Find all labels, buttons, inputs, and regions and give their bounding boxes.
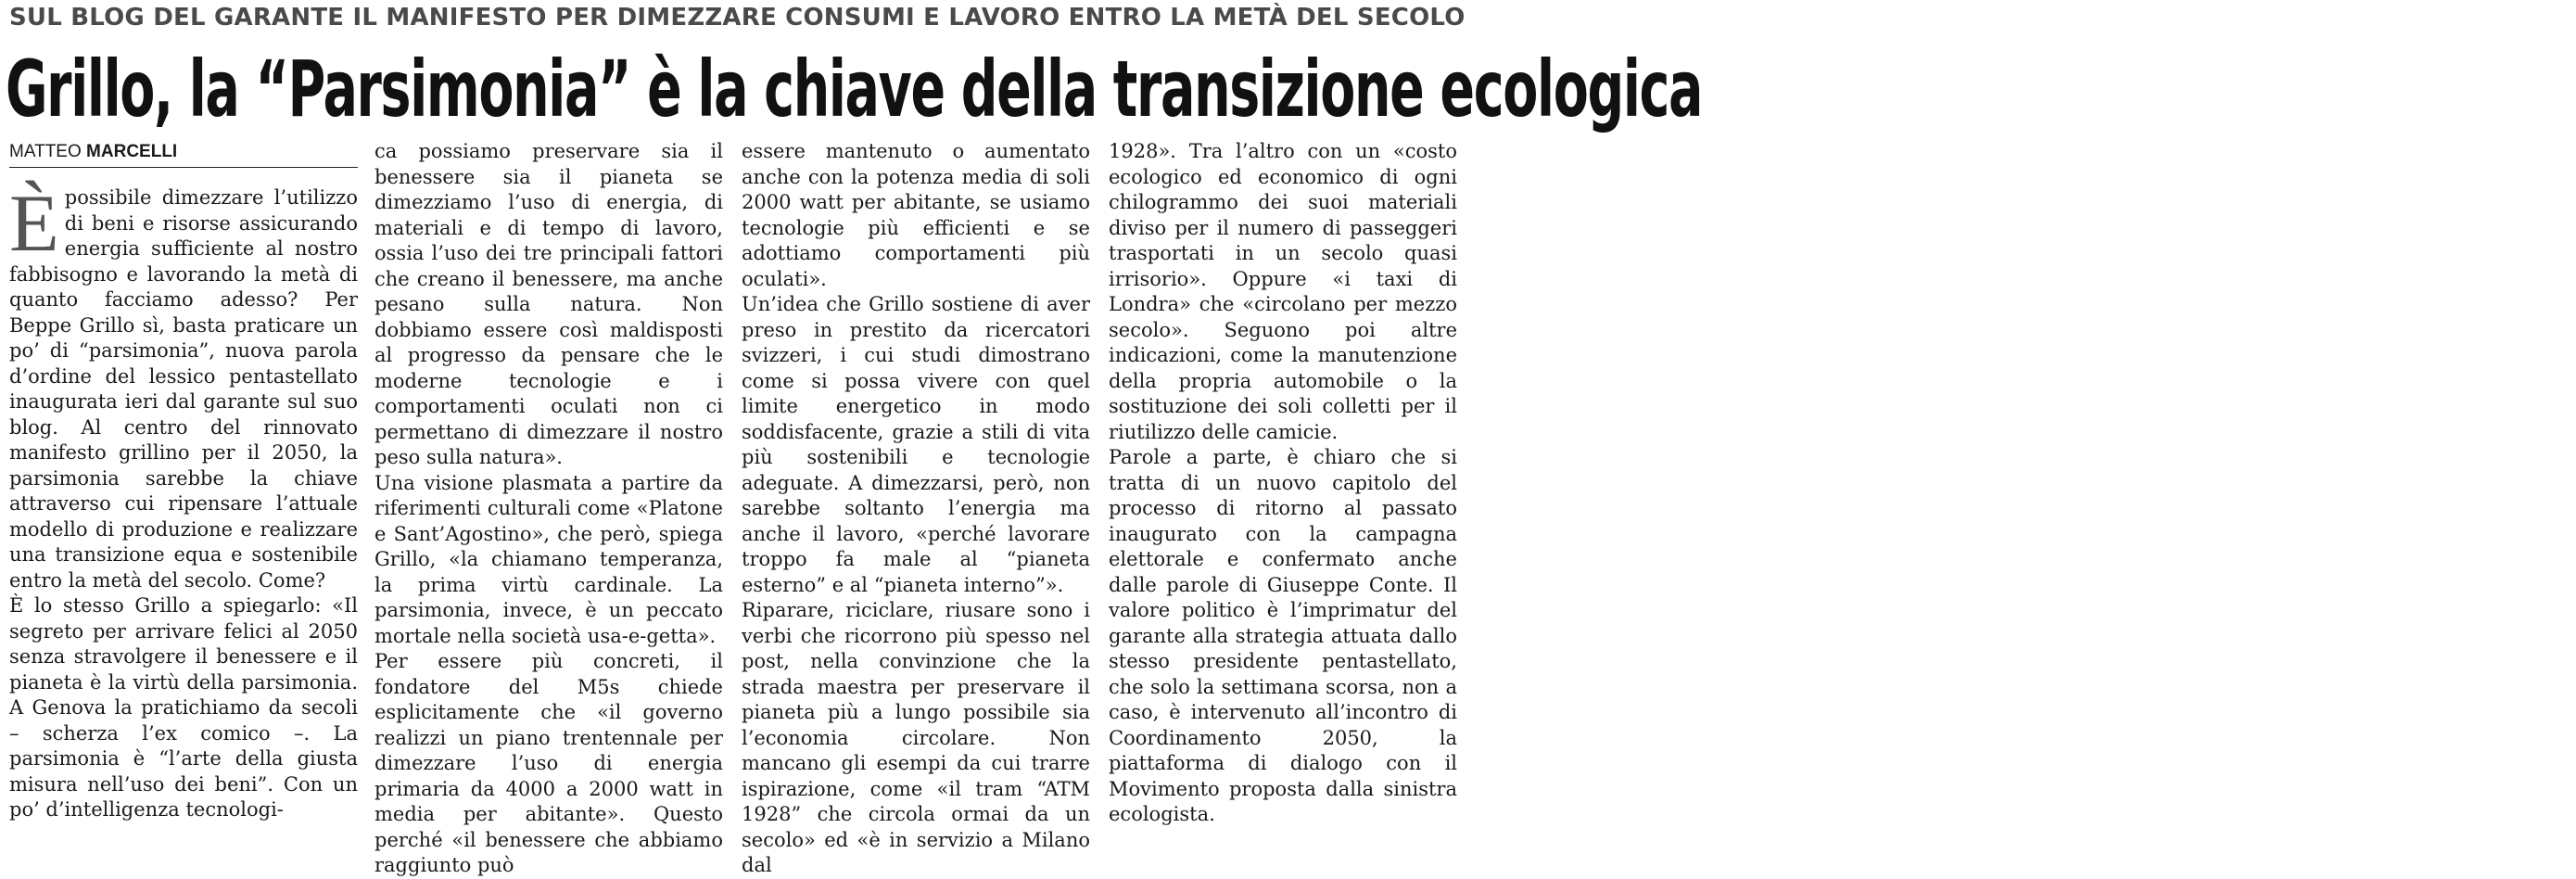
paragraph: Per essere più concreti, il fondatore del M5s chiede esplicitamente che «il governo realizzi un piano trentennale per dimezzare l’uso di energia primaria da 4000 a 2000 watt in media per abitante». Questo perché «il benessere che abbiamo raggiunto può <box>374 650 723 876</box>
paragraph: essere mantenuto o aumentato anche con la potenza media di soli 2000 watt per abitante, se usiamo tecnologie più efficienti e se adottiamo comportamenti più oculati». <box>742 140 1090 290</box>
headline-text: Grillo, la “Parsimonia” è la chiave della transizione ecologica <box>6 44 1703 134</box>
paragraph: Una visione plasmata a partire da riferimenti culturali come «Platone e Sant’Agostino», che però, spiega Grillo, «la chiamano temperanza, la prima virtù cardinale. La parsimonia, invece, è un peccato mortale nella società usa-e-getta». <box>374 471 723 647</box>
byline <box>9 141 358 168</box>
headline <box>6 44 1703 134</box>
paragraph: 1928». Tra l’altro con un «costo ecologico ed economico di ogni chilogrammo dei suoi materiali diviso per il numero di passeggeri trasportati in un secolo quasi irrisorio». Oppure «i taxi di Londra» che «circolano per mezzo secolo». Seguono poi altre indicazioni, come la manutenzione della propria automobile o la sostituzione dei soli colletti per il riutilizzo delle camicie. <box>1109 140 1457 443</box>
column-3 <box>742 139 1090 879</box>
paragraph: ca possiamo preservare sia il benessere sia il pianeta se dimezziamo l’uso di energia, di materiali e di tempo di lavoro, ossia l’uso dei tre principali fattori che creano il benessere, ma anche pesano sulla natura. Non dobbiamo essere così maldisposti al progresso da pensare che le moderne tecnologie e i comportamenti oculati non ci permettano di dimezzare il nostro peso sulla natura». <box>374 140 723 468</box>
byline-last: MARCELLI <box>86 142 178 161</box>
column-4 <box>1109 139 1457 828</box>
drop-cap: È <box>9 179 59 269</box>
paragraph: Parole a parte, è chiaro che si tratta di un nuovo capitolo del processo di ritorno al passato inaugurato con la campagna elettorale e confermato anche dalle parole di Giuseppe Conte. Il valore politico è l’imprimatur del garante alla strategia attuata dallo stesso presidente pentastellato, che solo la settimana scorsa, non a caso, è intervenuto all’incontro di Coordinamento 2050, la piattaforma di dialogo con il Movimento proposta dalla sinistra ecologista. <box>1109 446 1457 825</box>
paragraph <box>9 179 358 593</box>
paragraph: Riparare, riciclare, riusare sono i verbi che ricorrono più spesso nel post, nella convinzione che la strada maestra per preservare il pianeta più a lungo possibile sia l’economia circolare. Non mancano gli esempi da cui trarre ispirazione, come «il tram “ATM 1928” che circola ormai da un secolo» ed «è in servizio a Milano dal <box>742 599 1090 876</box>
column-1 <box>9 179 358 823</box>
column-2 <box>374 139 723 879</box>
paragraph-text: possibile dimezzare l’utilizzo di beni e risorse assicurando energia sufficiente al nostro fabbisogno e lavorando la metà di quanto facciamo adesso? Per Beppe Grillo sì, basta praticare un po’ di “parsimonia”, nuova parola d’ordine del lessico pentastellato inaugurata ieri dal garante sul suo blog. Al centro del rinnovato manifesto grillino per il 2050, la parsimonia sarebbe la chiave attraverso cui ripensare l’attuale modello di produzione e realizzare una transizione equa e sostenibile entro la metà del secolo. Come? <box>9 186 358 592</box>
paragraph: È lo stesso Grillo a spiegarlo: «Il segreto per arrivare felici al 2050 senza stravolgere il benessere e il pianeta è la virtù della parsimonia. A Genova la pratichiamo da secoli – scherza l’ex comico –. La parsimonia è “l’arte della giusta misura nell’uso dei beni”. Con un po’ d’intelligenza tecnologi- <box>9 594 358 821</box>
paragraph: Un’idea che Grillo sostiene di aver preso in prestito da ricercatori svizzeri, i cui studi dimostrano come si possa vivere con quel limite energetico in modo soddisfacente, grazie a stili di vita più sostenibili e tecnologie adeguate. A dimezzarsi, però, non sarebbe soltanto l’energia ma anche il lavoro, «perché lavorare troppo fa male al “pianeta esterno” e al “pianeta interno”». <box>742 293 1090 596</box>
byline-first: MATTEO <box>9 142 82 161</box>
kicker: SUL BLOG DEL GARANTE IL MANIFESTO PER DIMEZZARE CONSUMI E LAVORO ENTRO LA METÀ DEL SECOLO <box>9 4 1466 32</box>
